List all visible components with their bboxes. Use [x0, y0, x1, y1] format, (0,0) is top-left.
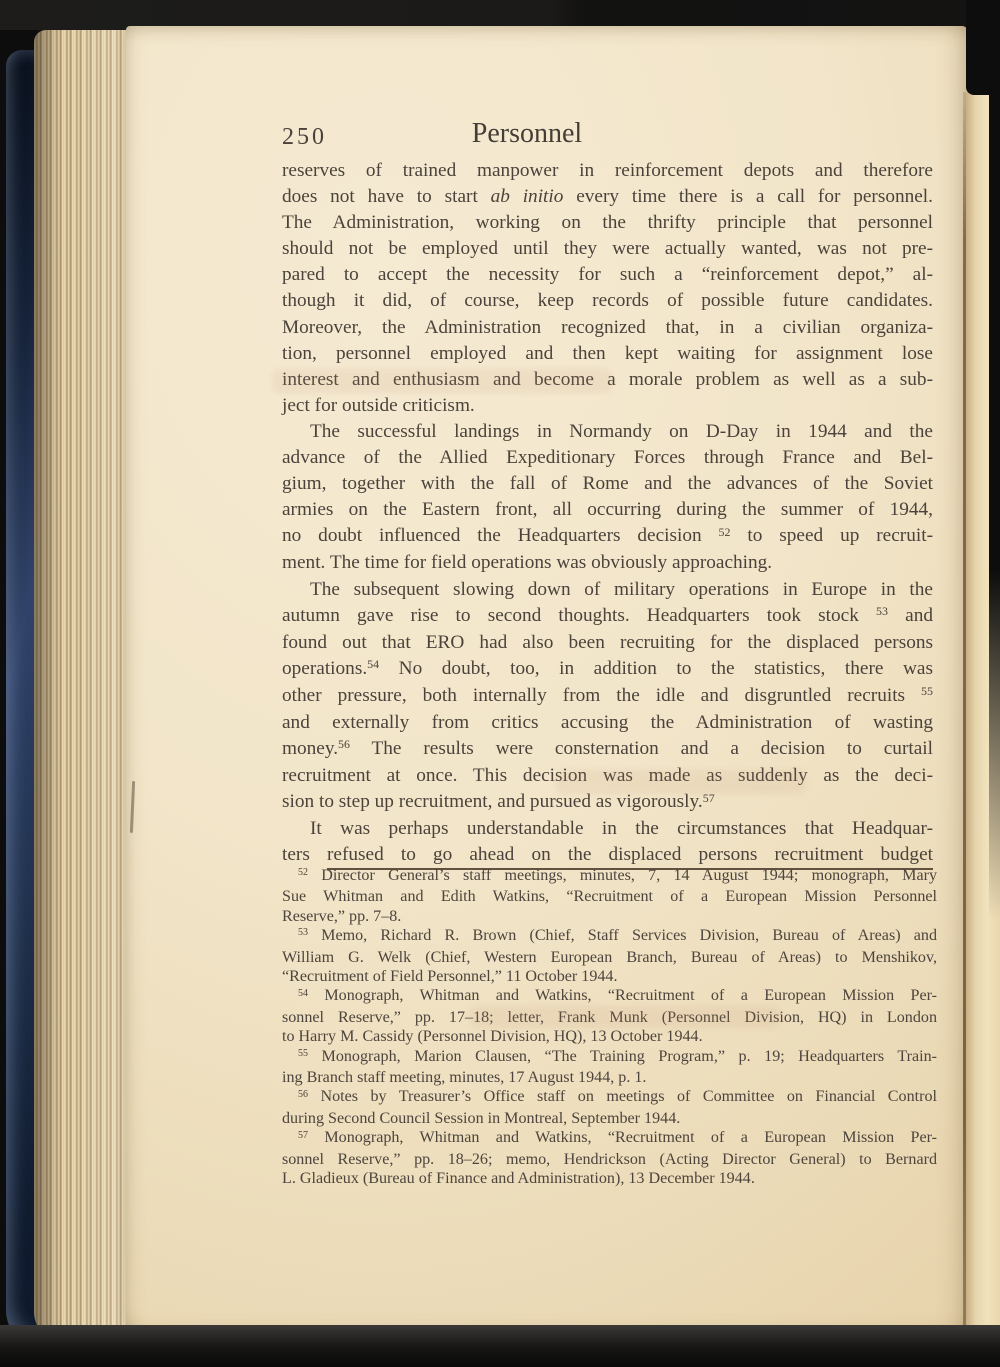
text-line [282, 577, 933, 603]
text-segment: armies on the Eastern front, all occurring during the summer of 1944, [282, 499, 933, 521]
text-line [282, 236, 933, 262]
footnote-ref: 57 [298, 1129, 308, 1141]
text-line [282, 341, 933, 367]
text-line [282, 523, 933, 550]
text-segment: The results were consternation and a decision to curtail [350, 738, 933, 760]
footnote-ref: 53 [298, 927, 308, 939]
text-line [282, 816, 933, 842]
page-edges [34, 30, 136, 1342]
text-segment: found out that ERO had also been recruiting for the displaced persons [282, 631, 933, 653]
text-segment: to speed up recruit- [730, 525, 933, 547]
footnote-ref: 55 [921, 684, 933, 699]
text-segment: does not have to start [282, 186, 491, 208]
footnote-ref: 56 [338, 737, 350, 752]
show-through-smudge [272, 369, 612, 393]
footnote-line [282, 1169, 937, 1188]
text-segment: William G. Welk (Chief, Western European Branch, Bureau of Areas) to Menshikov, [282, 948, 937, 966]
text-line [282, 656, 933, 683]
text-line [282, 550, 933, 576]
text-segment: ing Branch staff meeting, minutes, 17 August 1944, p. 1. [282, 1069, 647, 1087]
text-segment: Moreover, the Administration recognized that, in a civilian organiza- [282, 316, 933, 338]
text-line [282, 288, 933, 314]
text-segment: The Administration, working on the thrifty principle that personnel [282, 212, 933, 234]
footnote-line [282, 1109, 937, 1128]
text-segment: sonnel Reserve,” pp. 18–26; memo, Hendrickson (Acting Director General) to Bernard [282, 1150, 937, 1168]
text-segment: Monograph, Whitman and Watkins, “Recruitment of a European Mission Per- [307, 987, 937, 1005]
text-line [282, 736, 933, 763]
text-line [282, 210, 933, 236]
page-number: 250 [282, 124, 327, 150]
text-line [282, 603, 933, 630]
text-segment: pared to accept the necessity for such a “reinforcement depot,” al- [282, 264, 933, 286]
text-segment: every time there is a call for personnel. [563, 186, 933, 208]
text-line [282, 315, 933, 341]
text-segment: other pressure, both internally from the idle and disgruntled recruits [282, 684, 922, 706]
text-segment: “Recruitment of Field Personnel,” 11 October 1944. [282, 968, 618, 986]
text-segment: It was perhaps understandable in the circumstances that Headquar- [310, 818, 933, 840]
text-segment: gium, together with the fall of Rome and the advances of the Soviet [282, 473, 933, 495]
footnote-line [282, 887, 937, 906]
text-segment: Monograph, Whitman and Watkins, “Recruitment of a European Mission Per- [307, 1129, 937, 1147]
text-segment: and [887, 604, 933, 626]
text-segment: Reserve,” pp. 7–8. [282, 907, 402, 925]
text-segment: ment. The time for field operations was obviously approaching. [282, 552, 773, 574]
footnote-line [282, 1150, 937, 1169]
text-line [282, 158, 933, 184]
photo-background-right [989, 0, 1000, 920]
footnote-ref: 52 [298, 867, 308, 879]
show-through-smudge [470, 1006, 780, 1028]
text-segment: though it did, of course, keep records of possible future candidates. [282, 290, 933, 312]
text-line [282, 419, 933, 445]
text-line [282, 630, 933, 656]
text-segment: reserves of trained manpower in reinforcement depots and therefore [282, 160, 933, 181]
text-segment: sion to step up recruitment, and pursued as vigorously. [282, 791, 703, 813]
text-segment: Monograph, Marion Clausen, “The Training Program,” p. 19; Headquarters Train- [307, 1047, 937, 1065]
text-segment: operations. [282, 657, 368, 679]
text-segment: recruitment at once. This decision was made as suddenly as the deci- [282, 765, 933, 787]
text-segment: The successful landings in Normandy on D-Day in 1944 and the [310, 420, 933, 442]
text-segment: to Harry M. Cassidy (Personnel Division, HQ), 13 October 1944. [282, 1028, 703, 1046]
photo-background-bottom [0, 1325, 1000, 1367]
text-segment: should not be employed until they were actually wanted, was not pre- [282, 238, 933, 260]
running-head: Personnel [471, 118, 583, 149]
text-segment: and externally from critics accusing the Administration of wasting [282, 711, 933, 733]
text-segment: ters [282, 844, 327, 866]
body-text [282, 158, 933, 869]
text-line [282, 262, 933, 288]
text-segment: advance of the Allied Expeditionary Forces through France and Bel- [282, 447, 933, 469]
show-through-smudge [556, 770, 806, 794]
text-segment: Director General’s staff meetings, minutes, 7, 14 August 1944; monograph, Mary [307, 867, 937, 884]
footnote-line [282, 967, 937, 986]
footnote-ref: 57 [702, 790, 715, 805]
text-line [282, 393, 933, 419]
text-segment: autumn gave rise to second thoughts. Headquarters took stock [282, 604, 877, 626]
text-segment: refused to go ahead on the displaced persons recruitment budget [327, 844, 933, 870]
footnote-ref: 53 [876, 603, 888, 618]
text-segment: during Second Council Session in Montreal, September 1944. [282, 1109, 681, 1127]
footnote-line [282, 1068, 937, 1087]
text-line [282, 445, 933, 471]
text-line [282, 184, 933, 210]
text-segment: tion, personnel employed and then kept waiting for assignment lose [282, 342, 933, 364]
book-page [126, 26, 968, 1338]
footnote-ref: 54 [367, 657, 380, 672]
text-segment: no doubt influenced the Headquarters decision [282, 525, 719, 547]
text-segment: No doubt, too, in addition to the statistics, there was [379, 657, 933, 679]
footnote-line [282, 926, 937, 947]
text-segment: interest and enthusiasm and become a morale problem as well as a sub- [282, 368, 933, 390]
text-line [282, 497, 933, 523]
footnote-ref: 56 [298, 1088, 308, 1100]
footnote-line [282, 1128, 937, 1149]
text-line [282, 710, 933, 736]
text-segment: Sue Whitman and Edith Watkins, “Recruitment of a European Mission Personnel [282, 888, 937, 906]
footnote-line [282, 907, 937, 926]
text-segment: sonnel Reserve,” pp. 17–18; letter, Frank Munk (Personnel Division, HQ) in London [282, 1008, 937, 1026]
footnote-line [282, 866, 937, 887]
text-line [282, 683, 933, 710]
footnote-line [282, 1027, 937, 1046]
footnote-ref: 54 [298, 987, 308, 999]
text-segment: Memo, Richard R. Brown (Chief, Staff Services Division, Bureau of Areas) and [307, 927, 937, 945]
footnote-ref: 55 [298, 1047, 308, 1059]
text-segment: L. Gladieux (Bureau of Finance and Administration), 13 December 1944. [282, 1170, 755, 1188]
text-segment: money. [282, 738, 339, 760]
text-segment: ab initio [490, 186, 564, 208]
footnote-line [282, 1087, 937, 1108]
text-segment: The subsequent slowing down of military operations in Europe in the [310, 578, 933, 600]
text-segment: ject for outside criticism. [282, 394, 475, 416]
footnote-line [282, 1047, 937, 1068]
text-line [282, 471, 933, 497]
footnote-line [282, 948, 937, 967]
text-line [282, 842, 933, 868]
text-segment: Notes by Treasurer’s Office staff on meetings of Committee on Financial Control [307, 1088, 937, 1106]
footnote-ref: 52 [718, 524, 731, 539]
footnote-line [282, 986, 937, 1007]
